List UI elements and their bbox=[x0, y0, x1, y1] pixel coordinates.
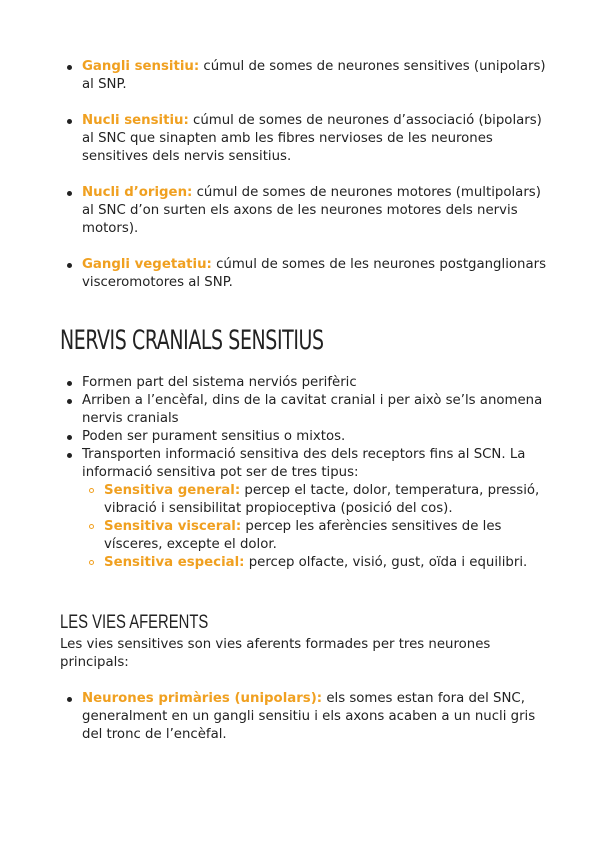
list-item: Arriben a l’encèfal, dins de la cavitat cranial i per això se’ls anomena nervis cranials bbox=[60, 392, 550, 428]
term-label: Nucli d’origen: bbox=[82, 185, 193, 200]
list-item bbox=[60, 256, 550, 292]
term-label: Gangli vegetatiu: bbox=[82, 257, 212, 272]
subsection-heading: LES VIES AFERENTS bbox=[60, 612, 209, 633]
sub-list-item bbox=[82, 554, 550, 572]
list-item-text: Transporten informació sensitiva des dels receptors fins al SCN. La informació sensitiva pot ser de tres tipus: bbox=[82, 447, 526, 480]
list-item: Formen part del sistema nerviós perifèric bbox=[60, 374, 550, 392]
definition-text: percep les aferències sensitives de les vísceres, excepte el dolor. bbox=[104, 519, 502, 552]
sub-list-item bbox=[82, 482, 550, 518]
definition-text: percep olfacte, visió, gust, oïda i equilibri. bbox=[244, 555, 528, 570]
list-item: Poden ser purament sensitius o mixtos. bbox=[60, 428, 550, 446]
term-label: Sensitiva visceral: bbox=[104, 519, 242, 534]
list-item bbox=[60, 58, 550, 94]
term-label: Sensitiva general: bbox=[104, 483, 241, 498]
list-item bbox=[60, 690, 550, 744]
term-label: Sensitiva especial: bbox=[104, 555, 245, 570]
term-label: Neurones primàries (unipolars): bbox=[82, 691, 323, 706]
definition-text: cúmul de somes de neurones motores (multipolars) al SNC d’on surten els axons de les neurones motores dels nervis motors). bbox=[82, 185, 541, 236]
section-heading: NERVIS CRANIALS SENSITIUS bbox=[60, 325, 324, 356]
definition-text: cúmul de somes de neurones sensitives (unipolars) al SNP. bbox=[82, 59, 546, 92]
cranial-nerves-list bbox=[60, 374, 550, 572]
sub-list-item bbox=[82, 518, 550, 554]
intro-paragraph: Les vies sensitives son vies aferents formades per tres neurones principals: bbox=[60, 637, 491, 670]
afferent-neurons-list bbox=[60, 690, 550, 744]
definition-text: cúmul de somes de neurones d’associació (bipolars) al SNC que sinapten amb les fibres nervioses de les neurones sensitives dels nervis sensitius. bbox=[82, 113, 542, 164]
definition-text: percep el tacte, dolor, temperatura, pressió, vibració i sensibilitat propioceptiva (posició del cos). bbox=[104, 483, 540, 516]
definition-text: els somes estan fora del SNC, generalment en un gangli sensitiu i els axons acaben a un nucli gris del tronc de l’encèfal. bbox=[82, 691, 536, 742]
term-label: Nucli sensitiu: bbox=[82, 113, 189, 128]
list-item bbox=[60, 184, 550, 238]
top-definition-list bbox=[60, 58, 550, 292]
list-item bbox=[60, 112, 550, 166]
list-item bbox=[60, 446, 550, 572]
definition-text: cúmul de somes de les neurones postganglionars visceromotores al SNP. bbox=[82, 257, 546, 290]
sensitive-types-list bbox=[82, 482, 550, 572]
term-label: Gangli sensitiu: bbox=[82, 59, 200, 74]
